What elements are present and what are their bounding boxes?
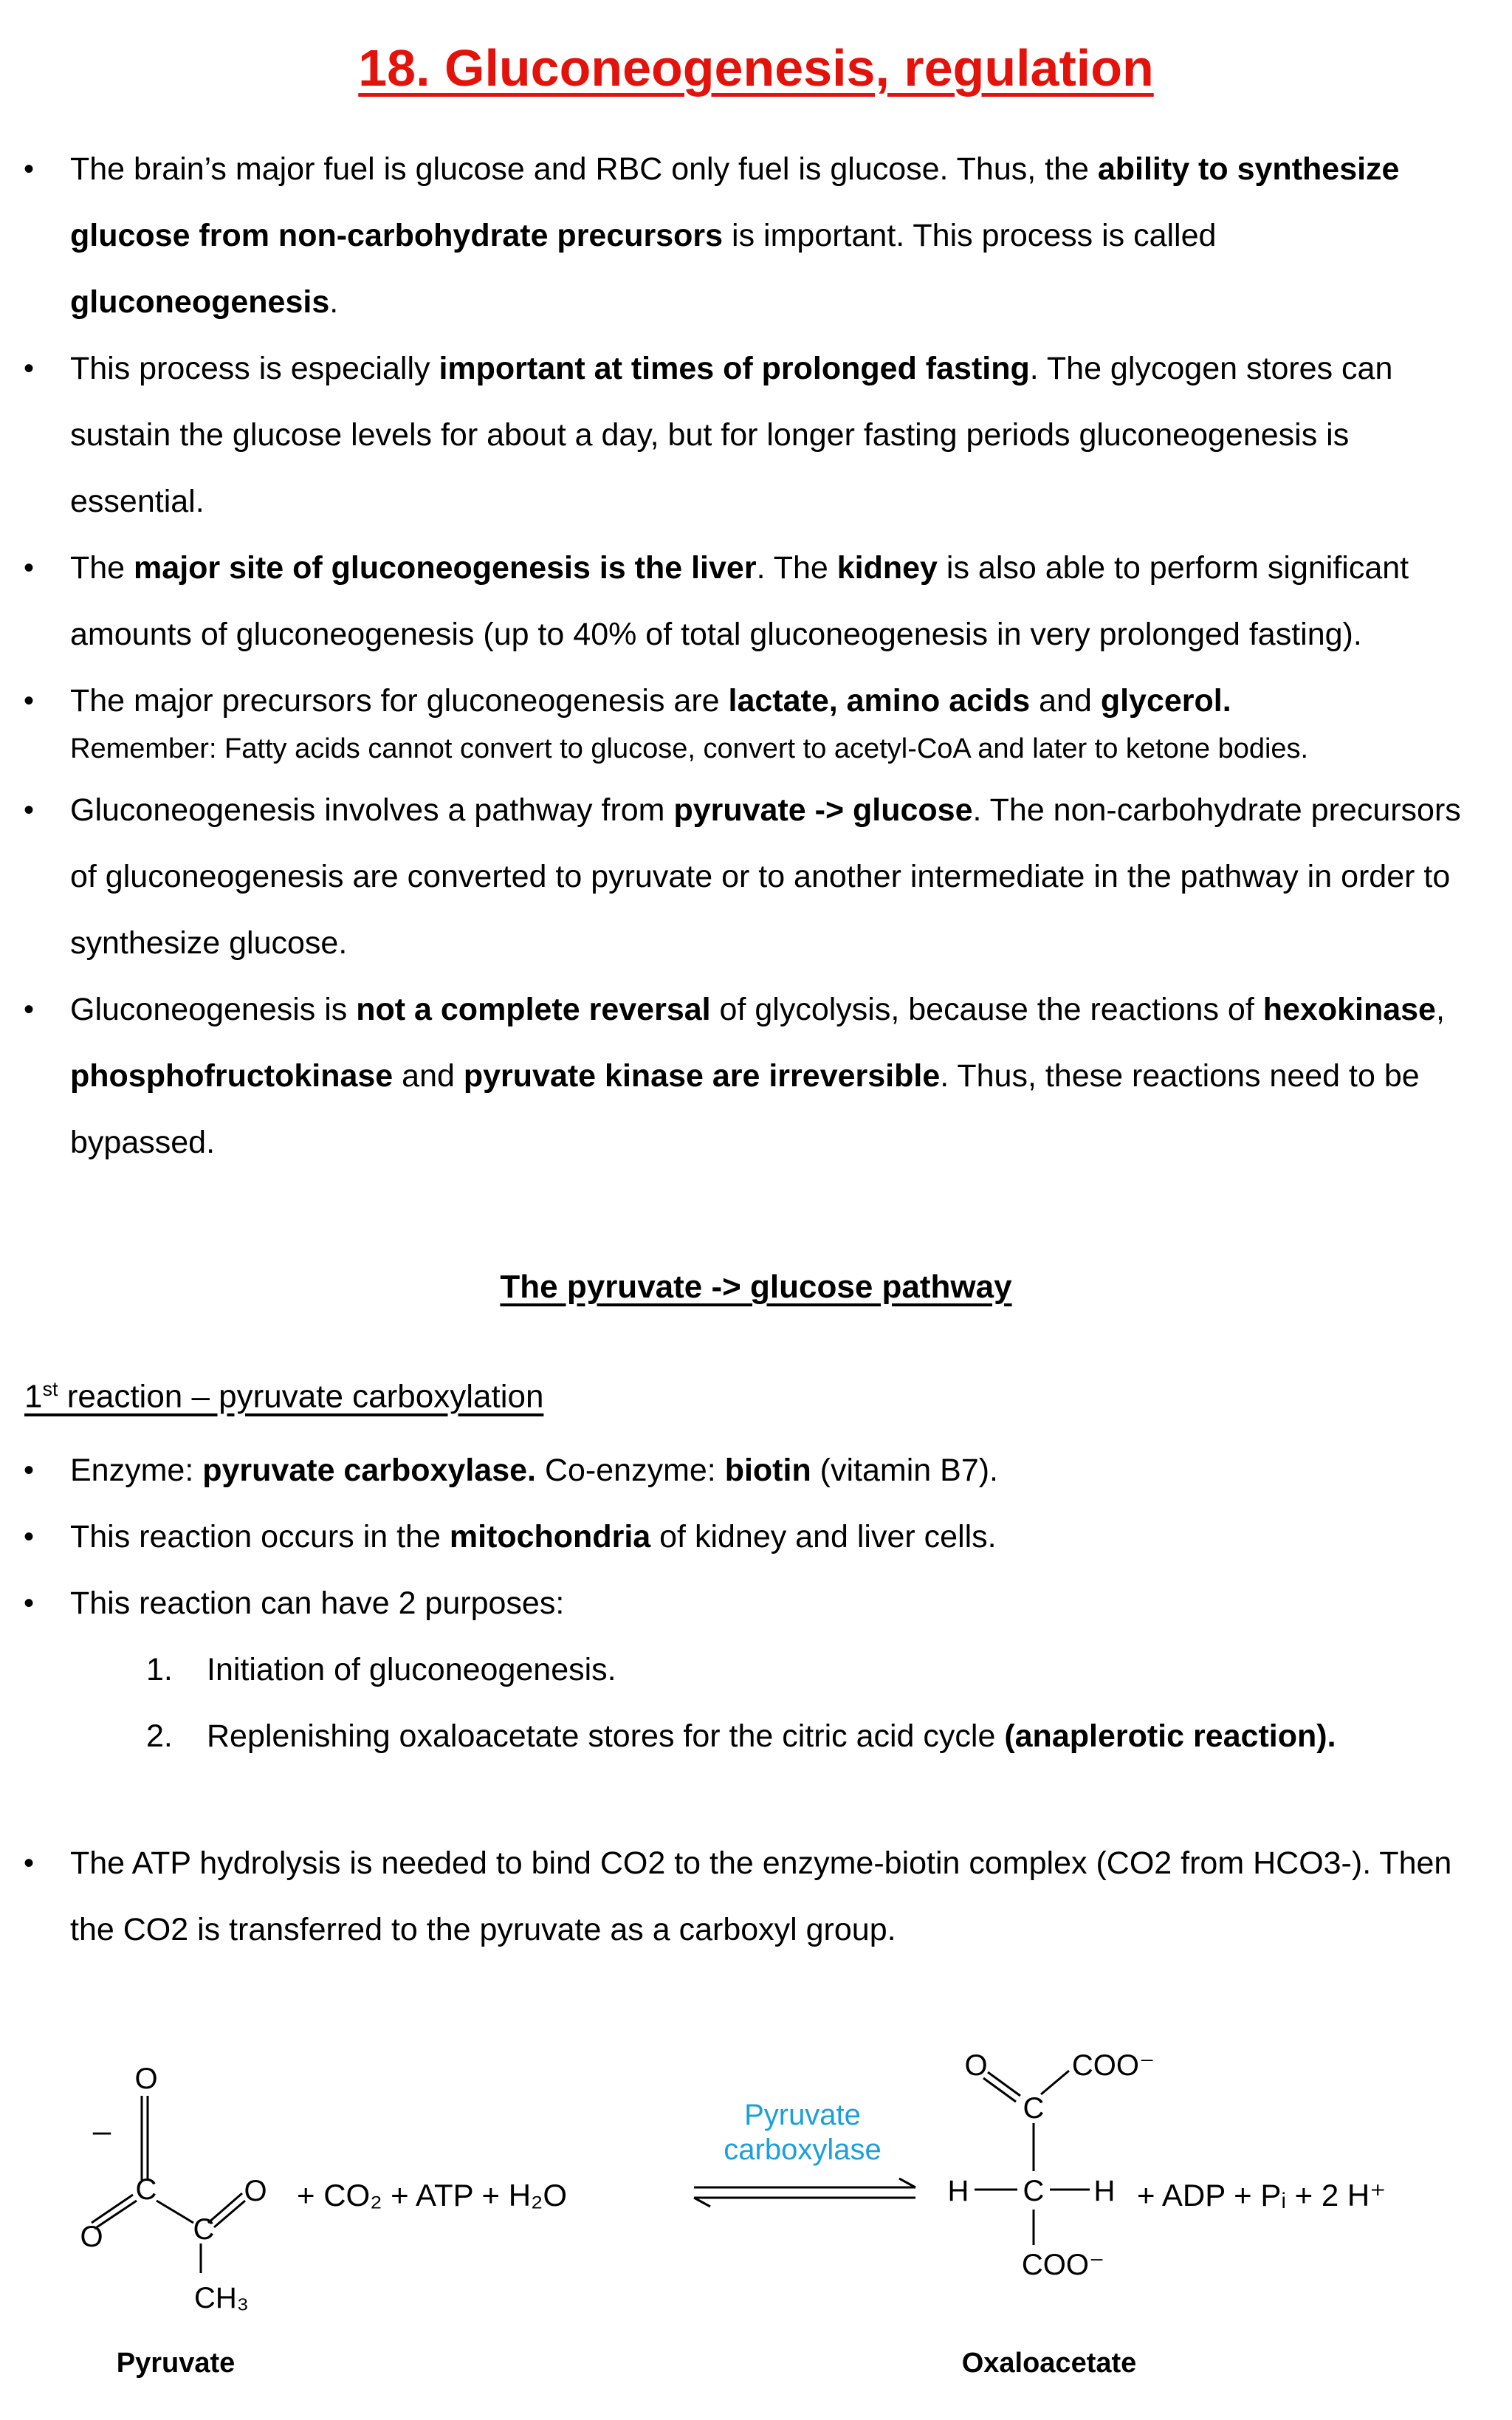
enzyme-label-line2: carboxylase (724, 2133, 882, 2166)
purpose-number: 2. (146, 1718, 173, 1754)
text-segment: is also able to perform significant amounts of gluconeogenesis (up to 40% of total gluconeogenesis in very prolonged fasting). (70, 550, 1409, 652)
text-segment: . The non-carbohydrate precursors of gluconeogenesis are converted to pyruvate or to another intermediate in the pathway in order to synthesize glucose. (70, 792, 1461, 961)
text-segment: (vitamin B7). (811, 1453, 998, 1488)
intro-bullet-list (0, 136, 1512, 1176)
pyruvate-o-right: O (244, 2175, 267, 2207)
text-segment: Replenishing oxaloacetate stores for the citric acid cycle (207, 1718, 1005, 1754)
text-segment: The (70, 550, 134, 586)
oxaloacetate-h-right: H (1093, 2175, 1116, 2207)
text-segment: of glycolysis, because the reactions of (710, 992, 1263, 1027)
bold-text: lactate, amino acids (728, 683, 1031, 719)
bullet-atp-hydrolysis (0, 1830, 1512, 1963)
text-segment: . The (756, 550, 837, 586)
heading-sup: st (42, 1378, 58, 1400)
bold-text: glycerol. (1100, 683, 1231, 719)
pyruvate-c2: C (193, 2213, 215, 2246)
bullet-major-site (0, 535, 1512, 668)
text-segment: of kidney and liver cells. (650, 1519, 997, 1555)
text-segment: The ATP hydrolysis is needed to bind CO2 to the enzyme-biotin complex (CO2 from HCO3-). Then the CO2 is transferred to the pyruvate as a carboxyl group. (70, 1845, 1452, 1947)
text-segment: . The glycogen stores can sustain the glucose levels for about a day, but for longer fasting periods gluconeogenesis is essential. (70, 351, 1393, 519)
oxaloacetate-label: Oxaloacetate (961, 2348, 1137, 2379)
text-segment: is important. This process is called (723, 218, 1217, 253)
text-segment: The brain’s major fuel is glucose and RBC only fuel is glucose. Thus, the (70, 151, 1098, 187)
purpose-text (207, 1718, 1336, 1754)
bullet-prolonged-fasting (0, 335, 1512, 535)
pyruvate-minus: – (92, 2113, 111, 2149)
bold-text: gluconeogenesis (70, 284, 330, 320)
bold-text: pyruvate carboxylase. (202, 1453, 536, 1488)
bold-text: major site of gluconeogenesis is the liver (134, 550, 757, 586)
bold-text: mitochondria (449, 1519, 651, 1555)
bullet-brain-fuel (0, 136, 1512, 335)
text-segment: Co-enzyme: (536, 1453, 725, 1488)
bold-text: not a complete reversal (356, 992, 711, 1027)
purpose-item (0, 1703, 1512, 1769)
note-fatty-acids: Remember: Fatty acids cannot convert to glucose, convert to acetyl-CoA and later to ketone bodies. (70, 733, 1309, 764)
oxaloacetate-c-top: C (1023, 2092, 1045, 2125)
text-segment: This reaction can have 2 purposes: (70, 1586, 565, 1621)
purpose-text (207, 1652, 616, 1687)
equilibrium-arrow (694, 2179, 915, 2207)
bullet-purposes (0, 1570, 1512, 1636)
text-segment: Gluconeogenesis involves a pathway from (70, 792, 674, 828)
bullet-precursors (0, 668, 1512, 734)
bold-text: phosphofructokinase (70, 1058, 394, 1094)
enzyme-label-line1: Pyruvate (744, 2099, 861, 2131)
pyruvate-structure (92, 2096, 245, 2273)
text-segment: and (1030, 683, 1101, 719)
bullet-enzyme (0, 1437, 1512, 1504)
products-text: + ADP + Pᵢ + 2 H⁺ (1137, 2178, 1386, 2212)
bold-text: pyruvate -> glucose (673, 792, 973, 828)
bold-text: hexokinase (1262, 992, 1436, 1027)
oxaloacetate-c-center: C (1023, 2175, 1045, 2207)
bold-text: biotin (724, 1453, 811, 1488)
bullet-pathway (0, 777, 1512, 976)
purpose-number: 1. (146, 1652, 173, 1687)
text-segment: . Thus, these reactions need to be bypassed. (70, 1058, 1420, 1160)
bold-text: pyruvate kinase are irreversible (463, 1058, 941, 1094)
page-title: 18. Gluconeogenesis, regulation (358, 39, 1154, 97)
reaction-diagram (0, 2023, 1512, 2407)
heading-num: 1 (24, 1378, 43, 1415)
bullet-mitochondria (0, 1504, 1512, 1570)
pyruvate-ch3: CH₃ (193, 2282, 250, 2314)
pyruvate-c1: C (135, 2173, 157, 2206)
bold-text: (anaplerotic reaction). (1004, 1718, 1336, 1754)
pyruvate-label: Pyruvate (116, 2348, 236, 2379)
heading-rest: reaction – pyruvate carboxylation (58, 1378, 544, 1415)
pyruvate-o-top: O (134, 2063, 158, 2095)
bold-text: important at times of prolonged fasting (439, 351, 1030, 386)
purpose-item (0, 1636, 1512, 1703)
pyruvate-o-left: O (80, 2221, 103, 2253)
reaction-heading (24, 1378, 543, 1416)
bold-text: kidney (836, 550, 938, 586)
reactants-text: + CO₂ + ATP + H₂O (297, 2178, 568, 2212)
bold-text: ability to synthesize glucose from non-carbohydrate precursors (70, 151, 1400, 253)
oxaloacetate-coo-bottom: COO⁻ (1021, 2249, 1105, 2281)
text-segment: . (329, 284, 339, 320)
oxaloacetate-o: O (964, 2049, 988, 2082)
reaction-bullet-list (0, 1437, 1512, 1769)
atp-bullet-list (0, 1830, 1512, 1963)
text-segment: Gluconeogenesis is (70, 992, 357, 1027)
text-segment: The major precursors for gluconeogenesis are (70, 683, 729, 719)
text-segment: Initiation of gluconeogenesis. (207, 1652, 616, 1687)
oxaloacetate-coo-top: COO⁻ (1071, 2049, 1155, 2082)
bullet-not-reversal (0, 976, 1512, 1176)
text-segment: This reaction occurs in the (70, 1519, 450, 1555)
text-segment: Enzyme: (70, 1453, 203, 1488)
text-segment: and (393, 1058, 464, 1094)
section-title: The pyruvate -> glucose pathway (500, 1269, 1012, 1305)
oxaloacetate-h-left: H (947, 2175, 969, 2207)
text-segment: This process is especially (70, 351, 439, 386)
text-segment: , (1435, 992, 1445, 1027)
